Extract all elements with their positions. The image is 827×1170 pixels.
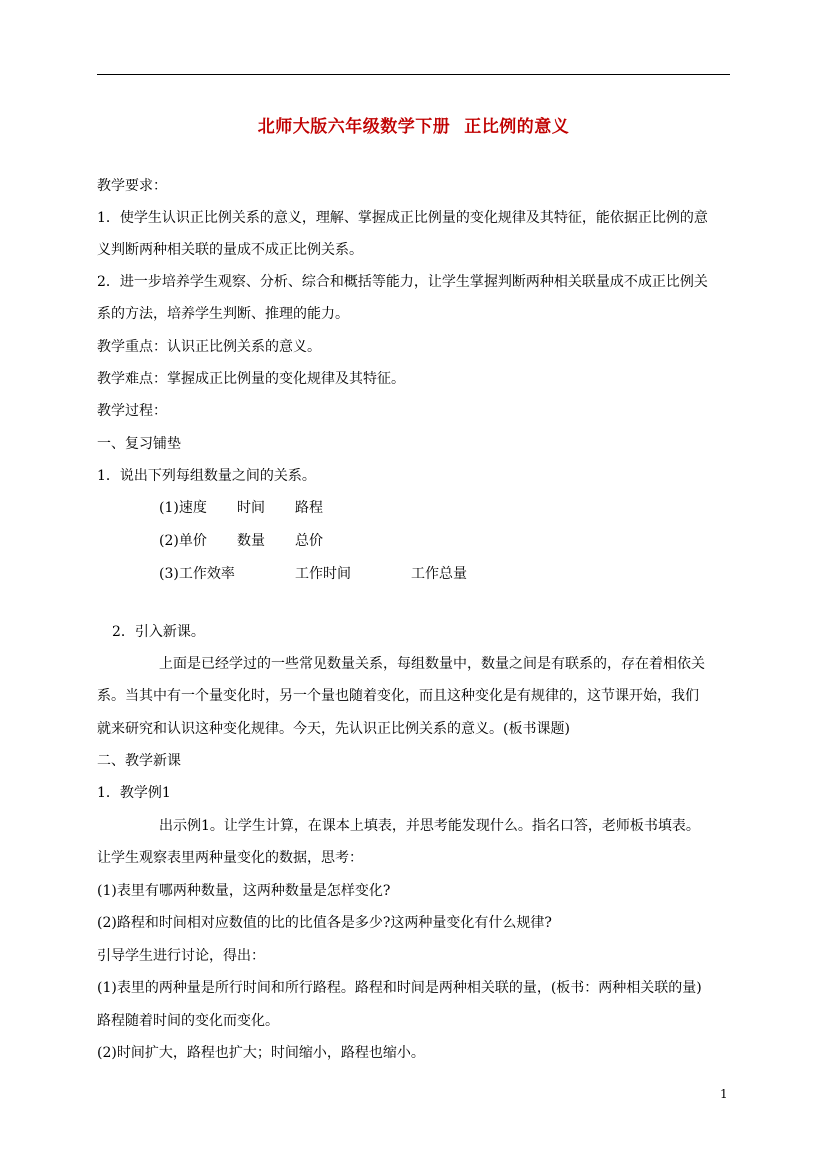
group-item: 工作时间: [295, 566, 351, 582]
text-line: 出示例1。让学生计算，在课本上填表，并思考能发现什么。指名口答，老师板书填表。: [159, 818, 700, 834]
page-number: 1: [720, 1087, 728, 1101]
group-item: 路程: [295, 500, 323, 516]
text-line: 1．使学生认识正比例关系的意义，理解、掌握成正比例量的变化规律及其特征，能依据正比例的意: [97, 210, 708, 226]
title-part-1: 北师大版六年级数学下册: [257, 117, 451, 137]
group-item: 总价: [295, 533, 323, 549]
quantity-group-row: [159, 498, 794, 518]
group-item: 数量: [237, 533, 265, 549]
group-item: (1)速度: [159, 500, 207, 516]
text-line: (1)表里有哪两种数量，这两种数量是怎样变化?: [97, 883, 391, 899]
text-line: 就来研究和认识这种变化规律。今天，先认识正比例关系的意义。(板书课题): [97, 721, 570, 737]
text-line: 二、教学新课: [97, 753, 181, 769]
text-line: 系。当其中有一个量变化时，另一个量也随着变化，而且这种变化是有规律的，这节课开始，我们: [97, 688, 699, 704]
text-line: 上面是已经学过的一些常见数量关系，每组数量中，数量之间是有联系的，存在着相依关: [159, 656, 705, 672]
text-line: (2)路程和时间相对应数值的比的比值各是多少?这两种量变化有什么规律?: [97, 915, 552, 931]
text-line: 一、复习铺垫: [97, 436, 181, 452]
document-title: [0, 112, 827, 137]
title-part-2: 正比例的意义: [464, 117, 570, 137]
text-line: 1．教学例1: [97, 785, 171, 801]
text-line: 教学难点：掌握成正比例量的变化规律及其特征。: [97, 371, 405, 387]
text-line: (2)时间扩大，路程也扩大；时间缩小，路程也缩小。: [97, 1045, 425, 1061]
group-item: (3)工作效率: [159, 566, 235, 582]
text-line: 义判断两种相关联的量成不成正比例关系。: [97, 242, 363, 258]
text-line: 2．引入新课。: [112, 624, 205, 640]
text-line: 教学要求：: [97, 178, 167, 194]
quantity-group-row: [159, 564, 794, 584]
text-line: 系的方法，培养学生判断、推理的能力。: [97, 306, 349, 322]
text-line: 让学生观察表里两种量变化的数据，思考：: [97, 850, 363, 866]
group-item: (2)单价: [159, 533, 207, 549]
text-line: 引导学生进行讨论，得出：: [97, 948, 265, 964]
text-line: (1)表里的两种量是所行时间和所行路程。路程和时间是两种相关联的量，(板书：两种相关联的量): [97, 980, 702, 996]
text-line: 2．进一步培养学生观察、分析、综合和概括等能力，让学生掌握判断两种相关联量成不成正比例关: [97, 274, 708, 290]
text-line: 1．说出下列每组数量之间的关系。: [97, 468, 316, 484]
quantity-group-row: [159, 531, 794, 551]
group-item: 时间: [237, 500, 265, 516]
header-rule: [97, 74, 730, 75]
group-item: 工作总量: [411, 566, 467, 582]
text-line: 教学过程：: [97, 403, 167, 419]
text-line: 路程随着时间的变化而变化。: [97, 1013, 279, 1029]
text-line: 教学重点：认识正比例关系的意义。: [97, 339, 321, 355]
